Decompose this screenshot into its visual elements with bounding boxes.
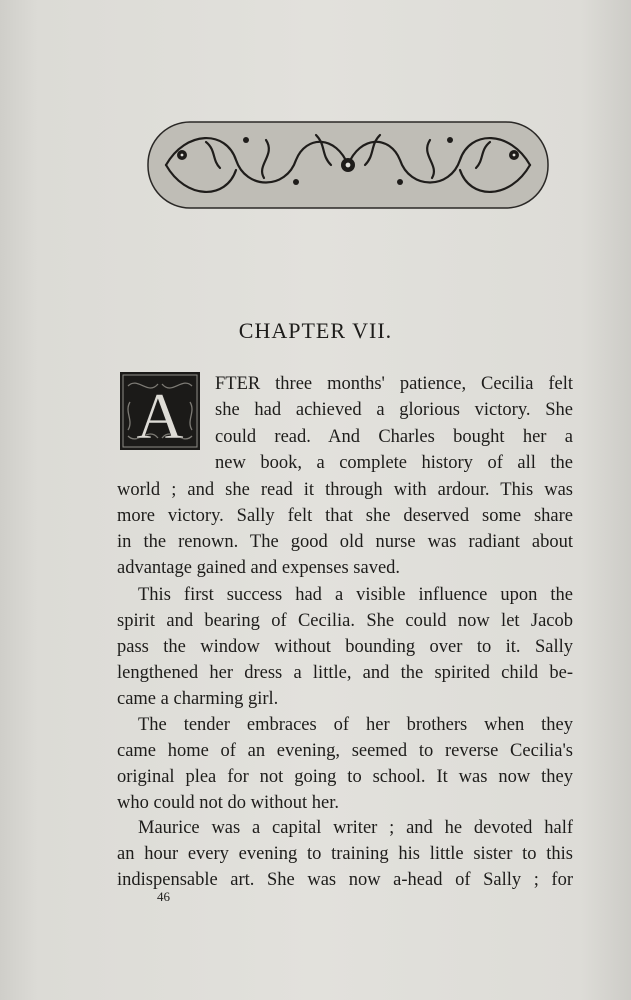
text-line: The tender embraces of her brothers when they: [138, 715, 573, 735]
text-line: who could not do without her.: [117, 793, 339, 813]
text-line: in the renown. The good old nurse was radiant about: [117, 532, 573, 552]
text-line: pass the window without bounding over to it. Sally: [117, 637, 573, 657]
dropcap-glyph: A: [136, 380, 184, 450]
ornamental-headpiece: [146, 120, 550, 210]
text-line: indispensable art. She was now a-head of Sally ; for: [117, 870, 573, 890]
text-line: she had achieved a glorious victory. She: [215, 400, 573, 420]
text-line: original plea for not going to school. It was now they: [117, 767, 573, 787]
text-line: FTER three months' patience, Cecilia felt: [215, 374, 573, 394]
page-number: 46: [157, 889, 170, 904]
text-line: could read. And Charles bought her a: [215, 427, 573, 447]
dropcap-letter-a: [120, 372, 200, 450]
text-line: came home of an evening, seemed to reverse Cecilia's: [117, 741, 573, 761]
text-line: Maurice was a capital writer ; and he devoted half: [138, 818, 573, 838]
text-line: more victory. Sally felt that she deserved some share: [117, 506, 573, 526]
chapter-title: CHAPTER VII.: [238, 318, 393, 343]
text-line: new book, a complete history of all the: [215, 453, 573, 473]
text-line: spirit and bearing of Cecilia. She could now let Jacob: [117, 611, 573, 631]
text-line: came a charming girl.: [117, 689, 279, 709]
text-line: advantage gained and expenses saved.: [117, 558, 401, 578]
text-line: This first success had a visible influence upon the: [138, 585, 573, 605]
text-line: lengthened her dress a little, and the spirited child be-: [117, 663, 573, 683]
text-line: an hour every evening to training his little sister to this: [117, 844, 573, 864]
text-line: world ; and she read it through with ardour. This was: [117, 480, 573, 500]
